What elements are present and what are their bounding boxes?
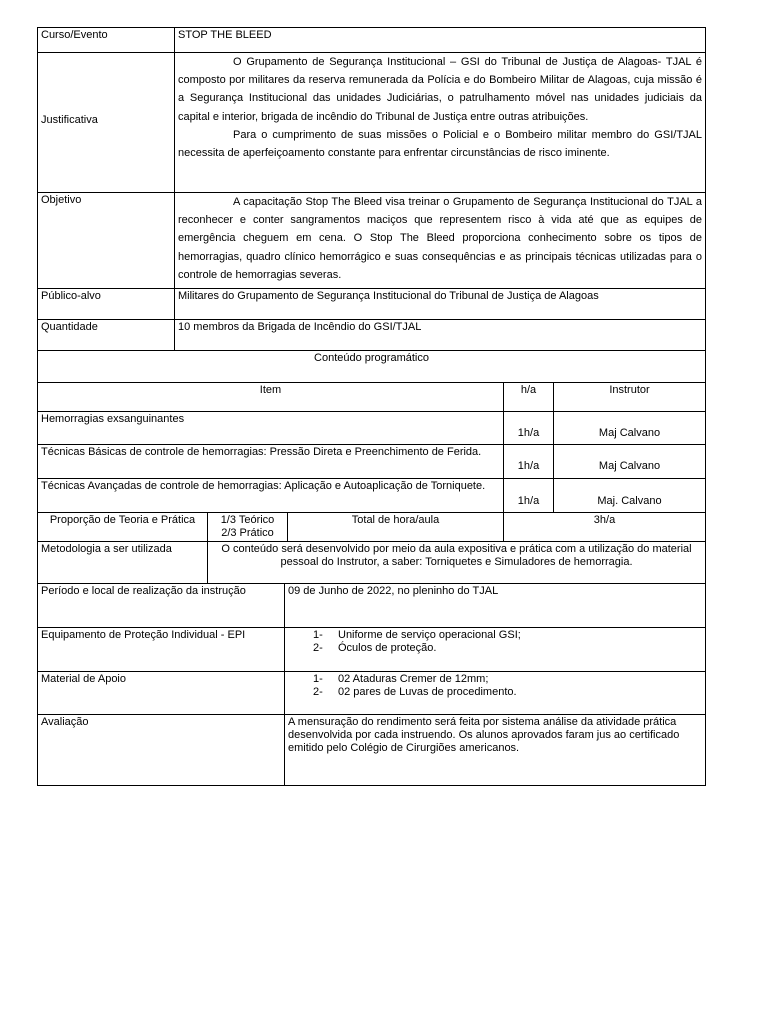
quantity-value: 10 membros da Brigada de Incêndio do GSI/TJAL (175, 320, 706, 351)
justification-paragraph-2: Para o cumprimento de suas missões o Policial e o Bombeiro militar membro do GSI/TJAL necessita de aperfeiçoamento constante para enfrentar circunstâncias de risco iminente. (178, 128, 702, 160)
table-row (38, 479, 706, 513)
objective-text (175, 193, 706, 289)
evaluation-label: Avaliação (38, 715, 285, 786)
table-row (38, 412, 706, 445)
program-table (37, 350, 706, 513)
quantity-label: Quantidade (38, 320, 175, 351)
audience-value: Militares do Grupamento de Segurança Institucional do Tribunal de Justiça de Alagoas (175, 289, 706, 320)
evaluation-value: A mensuração do rendimento será feita por sistema análise da atividade prática desenvolvida por cada instruendo. Os alunos aprovados faram jus ao certificado emitido pelo Colégio de Cirurgiões americanos. (285, 715, 706, 786)
justification-label: Justificativa (38, 53, 175, 193)
course-label: Curso/Evento (38, 28, 175, 53)
logistics-table (37, 583, 706, 786)
period-label: Período e local de realização da instrução (38, 584, 285, 628)
list-item: 1- 02 Ataduras Cremer de 12mm; (313, 673, 489, 685)
proportion-practice: 2/3 Prático (221, 527, 274, 539)
proportion-table (37, 512, 706, 542)
objective-label: Objetivo (38, 193, 175, 289)
course-info-table (37, 27, 706, 351)
methodology-label: Metodologia a ser utilizada (38, 542, 208, 584)
course-value: STOP THE BLEED (175, 28, 706, 53)
table-row (38, 445, 706, 479)
program-header-ha: h/a (504, 383, 554, 412)
proportion-values (208, 513, 288, 542)
course-plan-document (37, 27, 705, 786)
total-hours-label: Total de hora/aula (288, 513, 504, 542)
support-label: Material de Apoio (38, 672, 285, 715)
list-item: 2- Óculos de proteção. (313, 642, 437, 654)
total-hours-value: 3h/a (504, 513, 706, 542)
objective-paragraph: A capacitação Stop The Bleed visa treinar o Grupamento de Segurança Institucional do TJAL a reconhecer e conter sangramentos maciços que representem risco à vida até que as equipes de emergência cheguem em cena. O Stop The Bleed proporciona conhecimento sobre os tipos de hemorragias, quadro clínico hemorrágico e suas consequências e as principais técnicas utilizadas para o controle de hemorragias severas. (178, 196, 702, 281)
program-header-instructor: Instrutor (554, 383, 706, 412)
program-item: Técnicas Avançadas de controle de hemorragias: Aplicação e Autoaplicação de Torniquete. (38, 479, 504, 513)
program-instructor: Maj Calvano (554, 445, 706, 479)
list-item: 1- Uniforme de serviço operacional GSI; (313, 629, 521, 641)
program-ha: 1h/a (504, 479, 554, 513)
program-ha: 1h/a (504, 445, 554, 479)
methodology-table (37, 541, 706, 584)
program-instructor: Maj Calvano (554, 412, 706, 445)
proportion-theory: 1/3 Teórico (220, 514, 275, 526)
program-ha: 1h/a (504, 412, 554, 445)
list-item: 2- 02 pares de Luvas de procedimento. (313, 686, 517, 698)
program-item: Técnicas Básicas de controle de hemorragias: Pressão Direta e Preenchimento de Ferida. (38, 445, 504, 479)
methodology-value: O conteúdo será desenvolvido por meio da aula expositiva e prática com a utilização do material pessoal do Instrutor, a saber: Torniquetes e Simuladores de hemorragia. (208, 542, 706, 584)
epi-list (285, 628, 706, 672)
program-item: Hemorragias exsanguinantes (38, 412, 504, 445)
program-instructor: Maj. Calvano (554, 479, 706, 513)
period-value: 09 de Junho de 2022, no pleninho do TJAL (285, 584, 706, 628)
epi-label: Equipamento de Proteção Individual - EPI (38, 628, 285, 672)
proportion-label: Proporção de Teoria e Prática (38, 513, 208, 542)
audience-label: Público-alvo (38, 289, 175, 320)
support-list (285, 672, 706, 715)
program-title: Conteúdo programático (38, 351, 706, 383)
justification-text (175, 53, 706, 193)
program-header-item: Item (38, 383, 504, 412)
justification-paragraph-1: O Grupamento de Segurança Institucional – GSI do Tribunal de Justiça de Alagoas- TJAL é composto por militares da reserva remunerada da Polícia e do Bombeiro Militar de Alagoas, cuja missão é a Segurança Institucional das unidades Judiciárias, o patrulhamento móvel nas unidades judiciais da capital e interior, brigada de incêndio do Tribunal de Justiça entre outras atribuições. (178, 56, 702, 123)
